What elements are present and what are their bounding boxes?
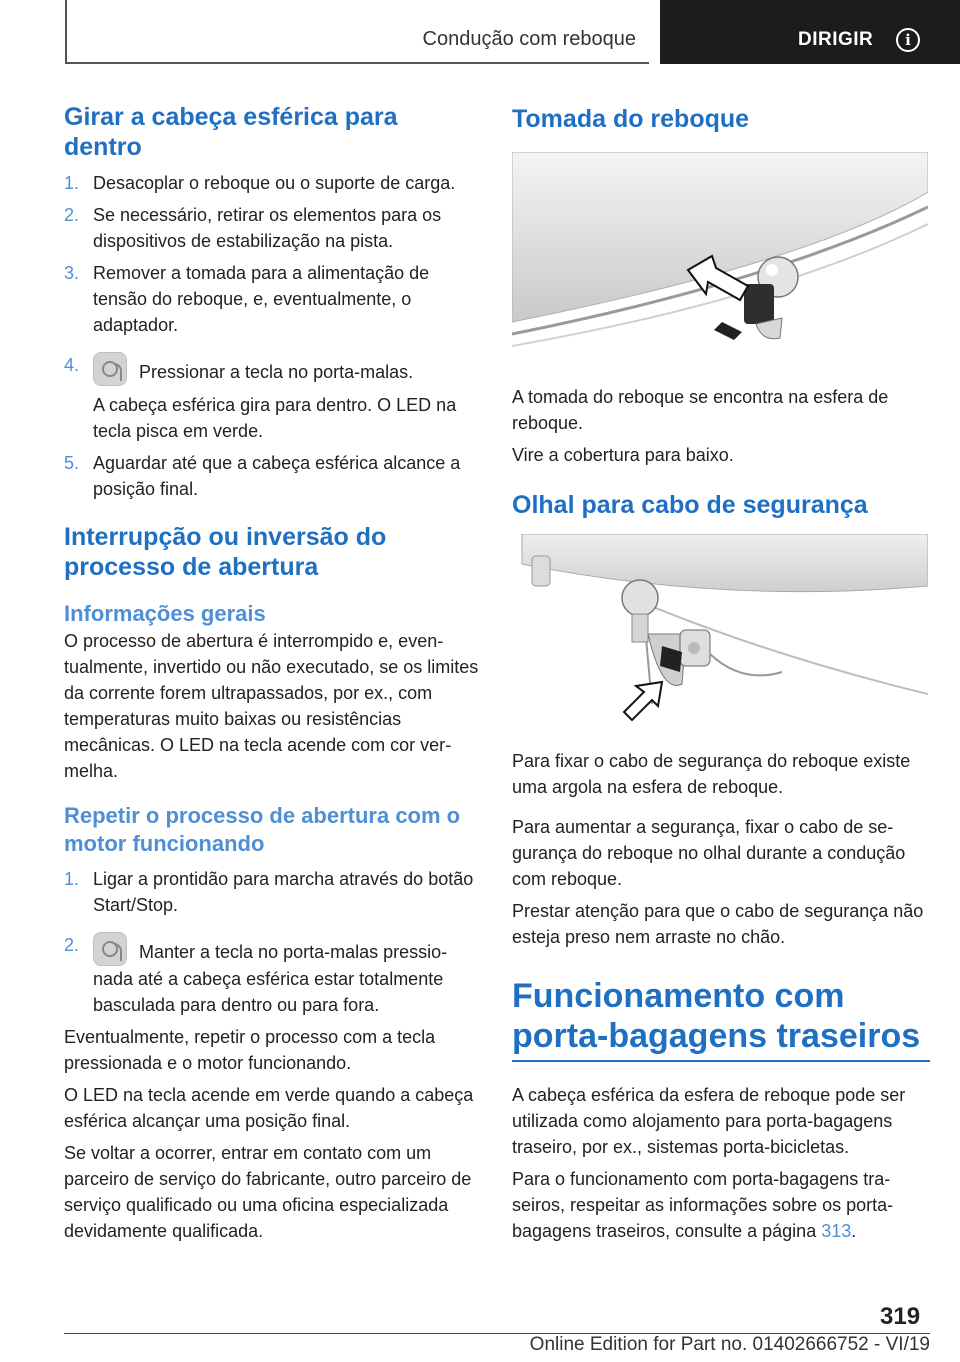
heading-safety-eyelet: Olhal para cabo de segurança (512, 491, 868, 519)
paragraph-repeat-1: Eventualmente, repetir o processo com a tecla pressionada e o motor funcionando. (64, 1027, 436, 1073)
paragraph-socket-2: Vire a cobertura para baixo. (512, 445, 734, 465)
left-column (64, 100, 480, 1244)
paragraph-socket-1: A tomada do reboque se encontra na esfera de reboque. (512, 387, 889, 433)
right-column (512, 100, 930, 1244)
heading-repeat: Repetir o processo de abertura com o motor funcionando (64, 803, 461, 856)
heading-rotate-in: Girar a cabeça esférica para dentro (64, 103, 398, 161)
paragraph-eyelet-3: Prestar atenção para que o cabo de segurança não esteja preso nem arraste no chão. (512, 901, 924, 947)
heading-interrupt: Interrupção ou inversão do processo de abertura (64, 523, 387, 581)
header-divider-bottom (65, 62, 649, 64)
paragraph-repeat-3: Se voltar a ocorrer, entrar em contato com um parceiro de serviço do fabricante, outro parceiro de serviço qualificado ou uma oficina especializada devidamente qualificada. (64, 1143, 472, 1241)
list-item: 4. Pressionar a tecla no porta-malas. A cabeça esférica gira para dentro. O LED na tecla pisca em verde. (64, 352, 480, 444)
heading-trailer-socket: Tomada do reboque (512, 105, 750, 133)
list-item: 5. Aguardar até que a cabeça esférica alcance a posição final. (64, 453, 461, 499)
heading-rear-carrier: Funcionamento com porta-bagagens traseiros (512, 977, 921, 1055)
paragraph-eyelet-1: Para fixar o cabo de segurança do reboque existe uma argola na esfera de reboque. (512, 751, 911, 797)
page-number: 319 (880, 1303, 921, 1330)
header-section-title: Condução com reboque (422, 28, 636, 50)
list-item: 2. Se necessário, retirar os elementos para os dispositivos de estabilização na pista. (64, 205, 442, 251)
list-item: 3. Remover a tomada para a alimentação de tensão do reboque, e, eventualmente, o adaptador. (64, 263, 430, 335)
paragraph-repeat-2: O LED na tecla acende em verde quando a cabeça esférica alcançar uma posição final. (64, 1085, 474, 1131)
list-item: 1. Ligar a prontidão para marcha através do botão Start/Stop. (64, 869, 474, 915)
steps-repeat (64, 866, 480, 1018)
page-reference-link[interactable]: 313 (821, 1221, 852, 1241)
steps-rotate-in (64, 170, 480, 502)
paragraph-general-info: O processo de abertura é interrompido e, eventualmente, invertido ou não executado, se os limites da corrente forem ultrapassados, por ex., com temperaturas muito baixas ou resistências mecânicas. O LED na tecla acende com cor vermelha. (64, 631, 479, 781)
trailer-socket-illustration (512, 152, 928, 374)
trunk-button-icon (93, 352, 127, 386)
info-icon: i (896, 28, 920, 52)
paragraph-carrier-1: A cabeça esférica da esfera de reboque pode ser utilizada como alojamento para porta-bagagens traseiro, por ex., sistemas porta-bicicletas. (512, 1085, 906, 1157)
safety-eyelet-illustration (512, 534, 928, 734)
list-item: 2. Manter a tecla no porta-malas pressionada até a cabeça esférica estar totalmente basculada para dentro ou para fora. (64, 932, 480, 1018)
footer-edition: Online Edition for Part no. 01402666752 - VI/19 (529, 1334, 930, 1355)
heading-general-info: Informações gerais (64, 601, 266, 626)
heading-rule (512, 1060, 930, 1062)
list-item: 1. Desacoplar o reboque ou o suporte de carga. (64, 173, 456, 193)
paragraph-carrier-2: Para o funcionamento com porta-bagagens traseiros, respeitar as informações sobre os porta-bagagens traseiros, consulte a página 313. (512, 1169, 894, 1241)
paragraph-eyelet-2: Para aumentar a segurança, fixar o cabo de segurança do reboque no olhal durante a condução com reboque. (512, 817, 906, 889)
step-result: A cabeça esférica gira para dentro. O LED na tecla pisca em verde. (93, 395, 457, 441)
trunk-button-icon (93, 932, 127, 966)
chapter-tab-label: DIRIGIR (798, 29, 874, 50)
